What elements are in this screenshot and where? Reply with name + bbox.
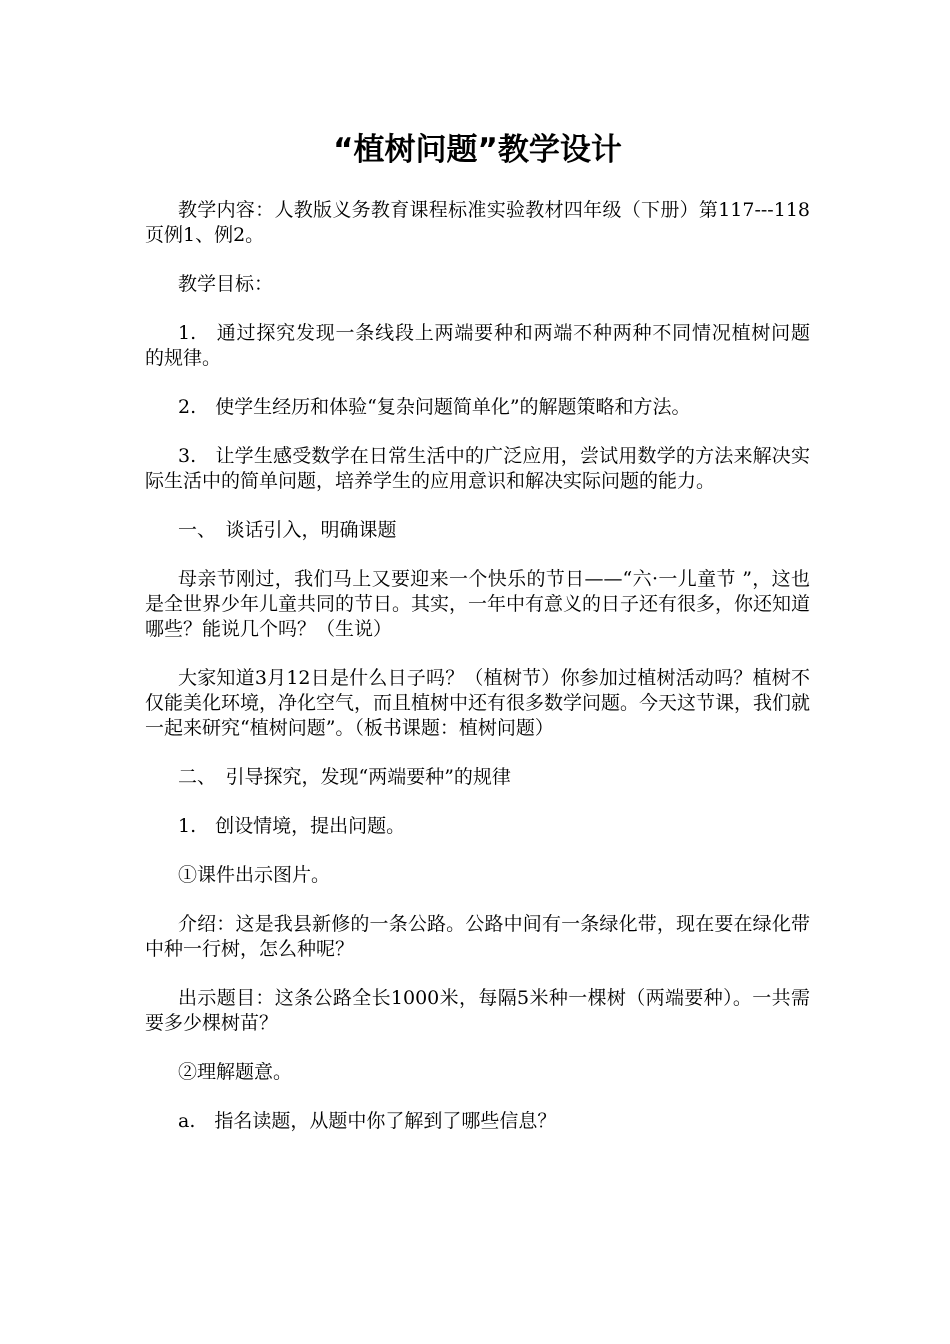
paragraph-goal-1: 1. 通过探究发现一条线段上两端要种和两端不种两种不同情况植树问题 的规律。: [145, 322, 810, 369]
paragraph-intro-road: 介绍：这是我县新修的一条公路。公路中间有一条绿化带，现在要在绿化带中种一行树，怎么种呢？: [145, 913, 810, 960]
paragraph-goal-3: 3. 让学生感受数学在日常生活中的广泛应用，尝试用数学的方法来解决实际生活中的简单问题，培养学生的应用意识和解决实际问题的能力。: [145, 445, 810, 492]
paragraph-teaching-goals-heading: 教学目标：: [178, 273, 274, 295]
section-heading-2: 二、 引导探究，发现“两端要种”的规律: [178, 766, 511, 788]
paragraph-step-1-a: ①课件出示图片。: [178, 864, 331, 886]
paragraph-intro-1: 母亲节刚过，我们马上又要迎来一个快乐的节日——“六·一儿童节 ”，这也是全世界少年儿童共同的节日。其实，一年中有意义的日子还有很多，你还知道哪些？能说几个吗？（生说）: [145, 568, 811, 640]
document-body: [145, 198, 810, 1158]
paragraph-teaching-content: 教学内容：人教版义务教育课程标准实验教材四年级（下册）第117---118页例1、例2。: [145, 199, 810, 246]
paragraph-problem: 出示题目：这条公路全长1000米，每隔5米种一棵树（两端要种）。一共需要多少棵树苗？: [145, 987, 810, 1034]
paragraph-intro-2: 大家知道3月12日是什么日子吗？（植树节）你参加过植树活动吗？植树不仅能美化环境，净化空气，而且植树中还有很多数学问题。今天这节课，我们就一起来研究“植树问题”。（板书课题：植树问题）: [145, 667, 811, 739]
document-title: “植树问题”教学设计: [333, 132, 622, 168]
section-heading-1: 一、 谈话引入，明确课题: [178, 519, 397, 541]
paragraph-goal-2: 2. 使学生经历和体验“复杂问题简单化”的解题策略和方法。: [178, 396, 691, 418]
paragraph-step-1: 1. 创设情境，提出问题。: [178, 815, 406, 837]
paragraph-step-a: a. 指名读题，从题中你了解到了哪些信息？: [178, 1110, 557, 1132]
paragraph-step-1-b: ②理解题意。: [178, 1061, 293, 1083]
